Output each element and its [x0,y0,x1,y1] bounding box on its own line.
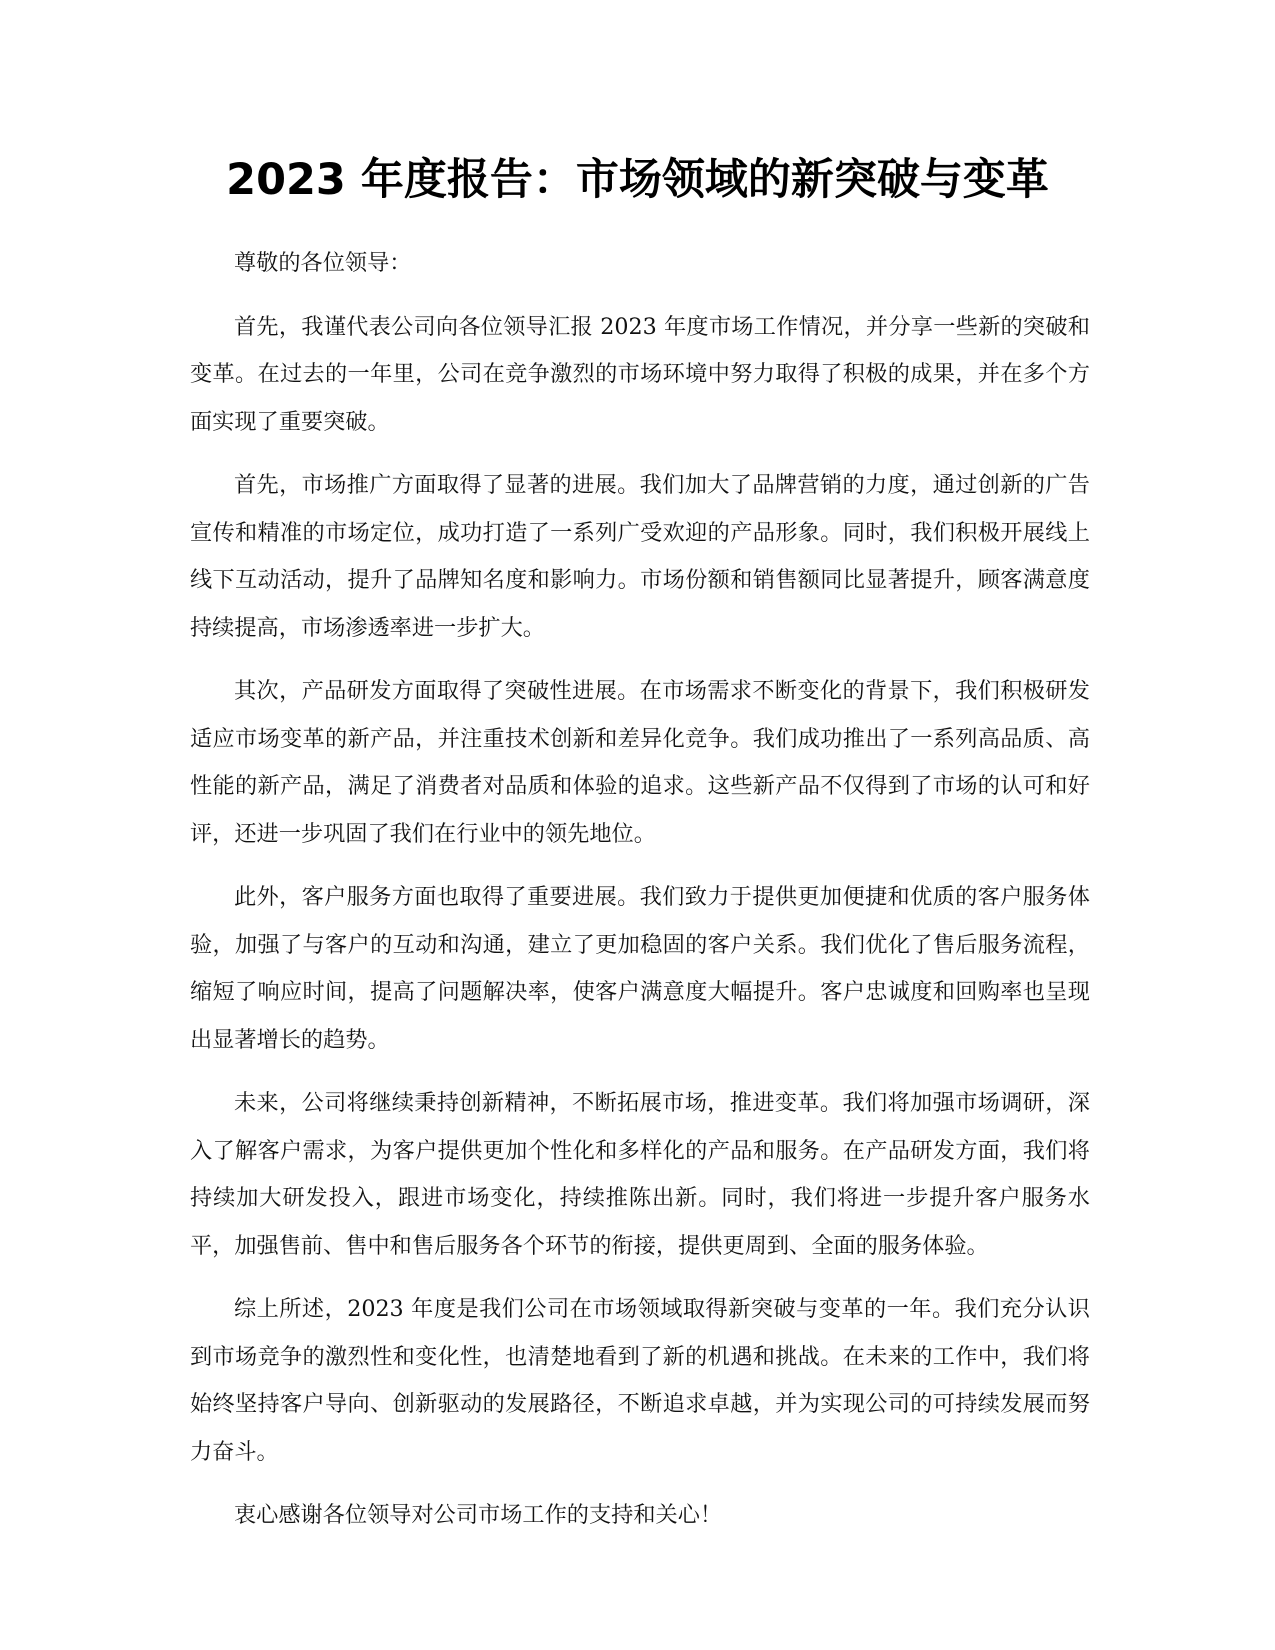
paragraph-product-rd: 其次，产品研发方面取得了突破性进展。在市场需求不断变化的背景下，我们积极研发适应市场变革的新产品，并注重技术创新和差异化竞争。我们成功推出了一系列高品质、高性能的新产品，满足了消费者对品质和体验的追求。这些新产品不仅得到了市场的认可和好评，还进一步巩固了我们在行业中的领先地位。 [190,678,1090,847]
closing-line: 衷心感谢各位领导对公司市场工作的支持和关心！ [234,1502,723,1528]
document-title: 2023 年度报告：市场领域的新突破与变革 [226,155,1049,205]
paragraph-customer-service: 此外，客户服务方面也取得了重要进展。我们致力于提供更加便捷和优质的客户服务体验，加强了与客户的互动和沟通，建立了更加稳固的客户关系。我们优化了售后服务流程，缩短了响应时间，提高了问题解决率，使客户满意度大幅提升。客户忠诚度和回购率也呈现出显著增长的趋势。 [190,884,1090,1053]
document-body [190,240,1090,1556]
salutation: 尊敬的各位领导： [234,250,412,276]
paragraph-summary: 综上所述，2023 年度是我们公司在市场领域取得新突破与变革的一年。我们充分认识到市场竞争的激烈性和变化性，也清楚地看到了新的机遇和挑战。在未来的工作中，我们将始终坚持客户导向、创新驱动的发展路径，不断追求卓越，并为实现公司的可持续发展而努力奋斗。 [190,1296,1090,1465]
paragraph-marketing: 首先，市场推广方面取得了显著的进展。我们加大了品牌营销的力度，通过创新的广告宣传和精准的市场定位，成功打造了一系列广受欢迎的产品形象。同时，我们积极开展线上线下互动活动，提升了品牌知名度和影响力。市场份额和销售额同比显著提升，顾客满意度持续提高，市场渗透率进一步扩大。 [190,472,1090,641]
paragraph-future: 未来，公司将继续秉持创新精神，不断拓展市场，推进变革。我们将加强市场调研，深入了解客户需求，为客户提供更加个性化和多样化的产品和服务。在产品研发方面，我们将持续加大研发投入，跟进市场变化，持续推陈出新。同时，我们将进一步提升客户服务水平，加强售前、售中和售后服务各个环节的衔接，提供更周到、全面的服务体验。 [190,1090,1090,1259]
paragraph-intro: 首先，我谨代表公司向各位领导汇报 2023 年度市场工作情况，并分享一些新的突破和变革。在过去的一年里，公司在竞争激烈的市场环境中努力取得了积极的成果，并在多个方面实现了重要突破。 [190,313,1090,435]
